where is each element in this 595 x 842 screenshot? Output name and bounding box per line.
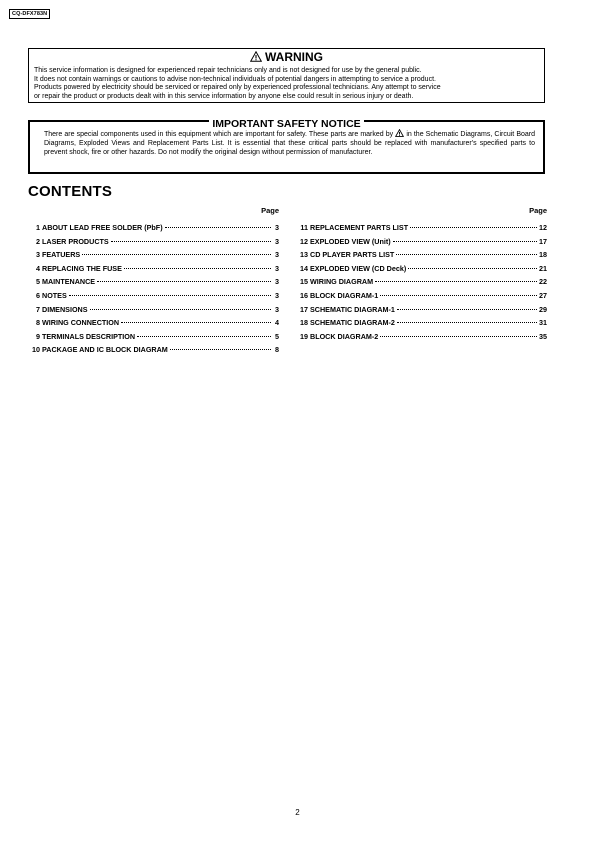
toc-entry-number: 11 [300,223,308,232]
toc-dot-leader [90,309,271,310]
toc-entry[interactable] [296,330,547,344]
toc-dot-leader [396,254,537,255]
toc-entry-page: 29 [539,304,547,314]
toc-entry[interactable] [296,303,547,317]
toc-entry-page: 3 [275,223,279,232]
toc-entry[interactable] [28,262,279,276]
toc-entry-page: 12 [539,223,547,232]
toc-dot-leader [137,336,271,337]
toc-entry-number: 10 [32,345,40,355]
toc-dot-leader [410,227,537,228]
toc-entry-title: REPLACEMENT PARTS LIST [310,223,409,232]
toc-entry-number: 13 [300,250,308,260]
toc-entry-title: LASER PRODUCTS [42,236,109,246]
toc-entry-title: PACKAGE AND IC BLOCK DIAGRAM [42,345,168,355]
toc-entry-number: 8 [36,318,40,328]
toc-entry-title: WIRING DIAGRAM [310,277,374,287]
toc-entry-number: 7 [36,304,40,314]
toc-entry-page: 8 [275,345,279,355]
toc-entry[interactable] [28,303,279,317]
warning-box [28,48,545,103]
toc-entry-title: ABOUT LEAD FREE SOLDER (PbF) [42,223,163,232]
toc-entry-title: MAINTENANCE [42,277,96,287]
toc-right-column [296,206,547,343]
warning-text [34,67,544,102]
toc-entry[interactable] [296,316,547,330]
warning-triangle-icon [250,51,262,62]
toc-dot-leader [375,281,537,282]
toc-entry-page: 35 [539,331,547,341]
safety-notice-title: IMPORTANT SAFETY NOTICE [209,118,363,131]
toc-entry-page: 27 [539,290,547,300]
toc-dot-leader [380,295,537,296]
toc-dot-leader [393,241,537,242]
toc-entry-page: 3 [275,290,279,300]
toc-dot-leader [170,349,271,350]
toc-entry-page: 4 [275,318,279,328]
safety-notice-text [44,129,535,157]
toc-entry[interactable] [296,248,547,262]
safety-text-part-2: in the Schematic Diagrams, Circuit Board Diagrams, Exploded Views and Replacement Parts List. It is essential that these critical parts should be replaced with manufacturer's specified parts to prevent shock, fire or other hazards. Do not modify the original design without permission of manufacturer. [44,131,536,156]
toc-entry-page: 5 [275,331,279,341]
toc-entry-page: 3 [275,277,279,287]
toc-entry[interactable] [296,221,547,235]
toc-dot-leader [397,309,537,310]
toc-entry-page: 3 [275,263,279,273]
toc-entry[interactable] [28,343,279,357]
toc-entry-number: 5 [36,277,40,287]
toc-entry-title: EXPLODED VIEW (CD Deck) [310,263,407,273]
toc-entry-title: BLOCK DIAGRAM-2 [310,331,379,341]
toc-entry-title: NOTES [42,290,67,300]
safety-warning-triangle-icon [395,129,404,137]
toc-dot-leader [97,281,271,282]
toc-entry-title: BLOCK DIAGRAM-1 [310,290,379,300]
toc-page-header: Page [261,206,279,215]
toc-entry-page: 17 [539,236,547,246]
toc-dot-leader [121,322,271,323]
warning-line: This service information is designed for experienced repair technicians only and is not designed for use by the general public. [34,67,422,74]
toc-entry-title: DIMENSIONS [42,304,88,314]
toc-entry-number: 2 [36,236,40,246]
toc-entry-number: 15 [300,277,308,287]
toc-entry[interactable] [28,248,279,262]
toc-dot-leader [82,254,271,255]
toc-entry[interactable] [296,275,547,289]
warning-title-text: WARNING [265,50,323,64]
toc-entry[interactable] [28,330,279,344]
toc-dot-leader [111,241,271,242]
warning-line: It does not contain warnings or cautions to advise non-technical individuals of potential dangers in attempting to service a product. [34,75,436,83]
toc-entry-number: 18 [300,318,308,328]
toc-left-column [28,206,279,357]
toc-dot-leader [408,268,537,269]
toc-entry-number: 6 [36,290,40,300]
toc-entry[interactable] [28,316,279,330]
model-tag: CQ-DFX783N [9,9,50,19]
toc-entry-title: SCHEMATIC DIAGRAM-1 [310,304,395,314]
warning-line: Products powered by electricity should be serviced or repaired only by experienced professional technicians. Any attempt to service [34,84,441,92]
toc-entry[interactable] [28,221,279,235]
toc-entry-number: 12 [300,236,308,246]
toc-entry[interactable] [28,275,279,289]
toc-entry-number: 4 [36,263,40,273]
toc-entry-page: 22 [539,277,547,287]
toc-entry-title: FEATUERS [42,250,81,260]
toc-entry[interactable] [296,289,547,303]
toc-entry-page: 18 [539,250,547,260]
toc-entry-title: TERMINALS DESCRIPTION [42,331,136,341]
toc-entry-title: CD PLAYER PARTS LIST [310,250,395,260]
toc-entry-number: 16 [300,290,308,300]
toc-entry-number: 1 [36,223,40,232]
toc-entry-title: REPLACING THE FUSE [42,263,122,273]
toc-dot-leader [380,336,537,337]
toc-entry-number: 9 [36,331,40,341]
contents-title: CONTENTS [28,183,113,200]
toc-entry-title: EXPLODED VIEW (Unit) [310,236,391,246]
toc-entry[interactable] [296,262,547,276]
toc-dot-leader [69,295,271,296]
toc-entry-title: SCHEMATIC DIAGRAM-2 [310,318,395,328]
toc-entry-page: 3 [275,250,279,260]
safety-notice-box [28,120,545,174]
warning-title [29,51,544,64]
warning-line: or repair the product or products dealt with in this service information by anyone else could result in serious injury or death. [34,93,414,101]
toc-page-header: Page [529,206,547,215]
toc-entry[interactable] [28,289,279,303]
toc-entry-page: 21 [539,263,547,273]
toc-entry-page: 3 [275,304,279,314]
toc-entry-page: 3 [275,236,279,246]
toc-entry[interactable] [296,235,547,249]
toc-entry-number: 17 [300,304,308,314]
toc-entry[interactable] [28,235,279,249]
safety-text-part-1: There are special components used in this equipment which are important for safety. These parts are marked by [44,131,394,138]
toc-entry-title: WIRING CONNECTION [42,318,120,328]
toc-entry-page: 31 [539,318,547,328]
toc-entry-number: 14 [300,263,308,273]
toc-entry-number: 3 [36,250,40,260]
page-number: 2 [295,808,300,817]
toc-dot-leader [397,322,537,323]
toc-dot-leader [165,227,271,228]
toc-dot-leader [124,268,271,269]
toc-entry-number: 19 [300,331,308,341]
